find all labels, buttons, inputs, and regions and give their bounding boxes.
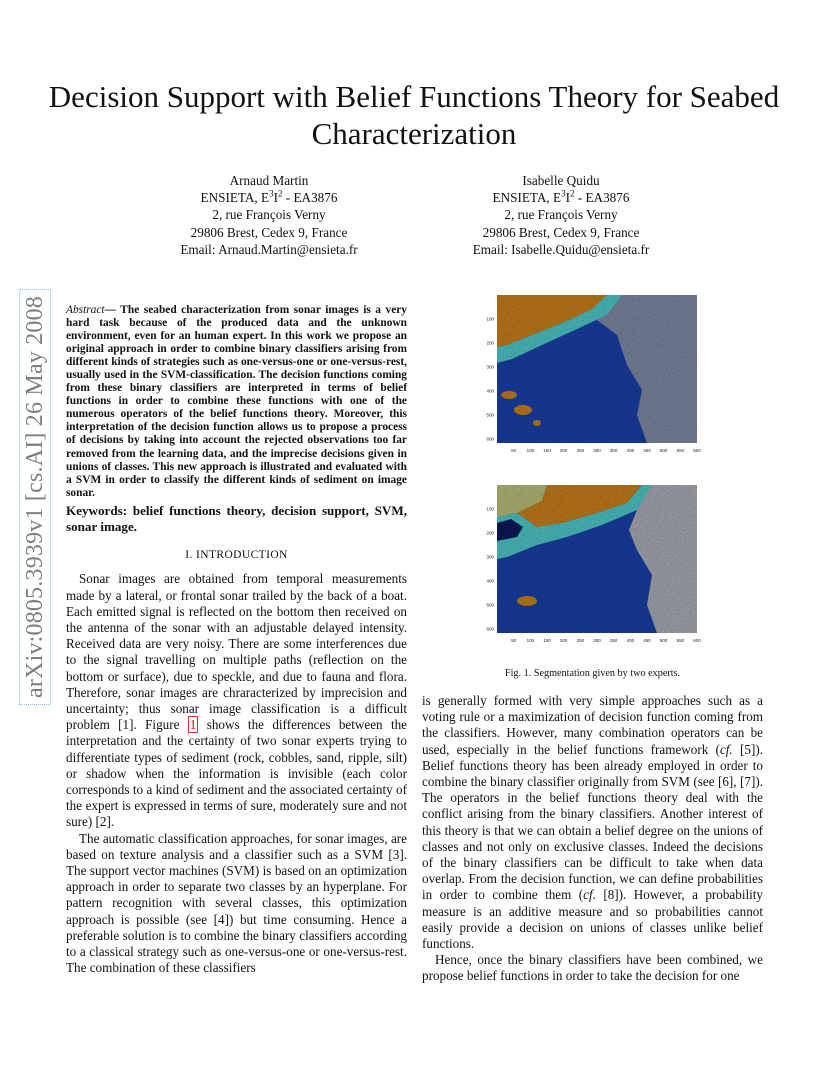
x-tick-label: 600 xyxy=(693,638,701,643)
x-tick-label: 350 xyxy=(609,638,618,643)
section-heading: I. INTRODUCTION xyxy=(185,549,288,562)
y-tick-label: 200 xyxy=(486,530,494,536)
figure-link[interactable]: 1 xyxy=(189,717,197,733)
intro-paragraph-3: is generally formed with very simple approaches such as a voting rule or a maximization of decision function coming from the classifiers. However, many combination operators can be used, especially in the belief functions framework (cf. [5]). Belief functions theory has been already employed in order to combine the binary classifier originally from SVM (see [6], [7]). The operators in the belief functions theory deal with the conflict arising from the binary classifiers. Another interest of this theory is that we can obtain a belief degree on the unions of classes and not only on exclusive classes. Indeed the decisions of the binary classifiers can be difficult to take when data overlap. From the decision function, we can define probabilities in order to combine them (cf. [8]). However, a probability measure is an additive measure and so probabilities cannot easily provide a decision on unions of classes unlike belief functions. xyxy=(422,693,763,952)
author-email: Email: Arnaud.Martin@ensieta.fr xyxy=(180,241,358,257)
y-tick-label: 500 xyxy=(486,602,494,608)
x-tick-label: 600 xyxy=(693,448,701,453)
abstract-label: Abstract xyxy=(66,304,105,316)
intro-paragraph-2: The automatic classification approaches, for sonar images, are based on texture analysis and a classifier such as a SVM [3]. The support vector machines (SVM) is based on an optimization approach in order to separate two classes by an hyperplane. For pattern recognition with several classes, this optimization approach is possible (see [4]) but time consuming. Hence a preferable solution is to combine the binary classifiers according to a classical strategy such as one-versus-one or one-versus-rest. The combination of these classifiers xyxy=(66,830,407,976)
author-street: 2, rue François Verny xyxy=(212,207,326,223)
x-axis-ticks xyxy=(511,638,701,643)
x-tick-label: 250 xyxy=(576,448,585,453)
paper-title: Decision Support with Belief Functions Theory for Seabed Characterization xyxy=(48,79,780,151)
x-axis-ticks xyxy=(511,448,701,453)
y-tick-label: 200 xyxy=(486,340,494,346)
sonar-map xyxy=(497,485,697,633)
intro-paragraph-1: Sonar images are obtained from temporal measurements made by a lateral, or frontal sonar trailed by the back of a boat. Each emitted signal is reflected on the bottom then received on the antenna of the sonar with an adjustable delayed intensity. Received data are very noisy. There are some interferences due to the signal travelling on multiple paths (reflection on the bottom or surface), due to speckle, and due to fauna and flora. Therefore, sonar images are chraracterized by imprecision and uncertainty; thus sonar image classification is a difficult problem [1]. Figure 1 shows the differences between the interpretation and the certainty of two sonar experts trying to differentiate types of sediment (rock, cobbles, sand, ripple, silt) or shadow when the information is invisible (each color corresponds to a kind of sediment and the associated certainty of the expert is expressed in terms of sure, moderately sure and not sure) [2]. xyxy=(66,571,408,830)
x-tick-label: 400 xyxy=(626,638,635,643)
x-tick-label: 150 xyxy=(543,638,551,643)
x-tick-label: 100 xyxy=(526,638,535,643)
keywords: Keywords: belief functions theory, decision support, SVM, sonar image. xyxy=(66,502,407,534)
x-tick-label: 300 xyxy=(593,638,601,643)
y-tick-label: 600 xyxy=(486,626,494,632)
sonar-map xyxy=(497,295,697,443)
y-tick-label: 600 xyxy=(486,436,494,442)
y-axis-ticks xyxy=(486,507,494,632)
x-tick-label: 100 xyxy=(526,448,535,453)
abstract xyxy=(66,304,407,500)
author-affiliation: ENSIETA, $E^3I^2 - EA3876$ xyxy=(200,188,338,206)
author-affiliation: ENSIETA, $E^3I^2 - EA3876$ xyxy=(492,188,630,206)
author-block-1 xyxy=(124,172,414,258)
arxiv-stamp xyxy=(20,262,50,732)
y-tick-label: 400 xyxy=(486,578,494,584)
x-tick-label: 200 xyxy=(559,638,568,643)
y-tick-label: 400 xyxy=(486,388,494,394)
y-tick-label: 100 xyxy=(486,506,494,512)
figure-expert-2 xyxy=(475,482,715,654)
x-tick-label: 450 xyxy=(643,638,651,643)
x-tick-label: 350 xyxy=(609,448,618,453)
x-tick-label: 450 xyxy=(643,448,651,453)
x-tick-label: 500 xyxy=(659,638,668,643)
x-tick-label: 500 xyxy=(659,448,668,453)
y-tick-label: 300 xyxy=(486,364,494,370)
author-name: Isabelle Quidu xyxy=(522,173,600,188)
right-column xyxy=(422,693,763,985)
author-block-2 xyxy=(416,172,706,258)
x-tick-label: 300 xyxy=(593,448,601,453)
x-tick-label: 50 xyxy=(511,638,517,643)
y-tick-label: 300 xyxy=(486,554,494,560)
author-city: 29806 Brest, Cedex 9, France xyxy=(482,224,640,240)
y-axis-ticks xyxy=(486,317,494,442)
left-column xyxy=(66,304,407,976)
author-city: 29806 Brest, Cedex 9, France xyxy=(190,224,348,240)
x-tick-label: 250 xyxy=(576,638,585,643)
x-tick-label: 200 xyxy=(559,448,568,453)
author-street: 2, rue François Verny xyxy=(504,207,618,223)
arxiv-stamp-text: arXiv:0805.3939v1 [cs.AI] 26 May 2008 xyxy=(19,289,51,705)
x-tick-label: 550 xyxy=(676,638,685,643)
author-email: Email: Isabelle.Quidu@ensieta.fr xyxy=(472,241,650,257)
author-name: Arnaud Martin xyxy=(229,173,309,188)
figure-caption: Fig. 1. Segmentation given by two experts. xyxy=(504,668,681,679)
y-tick-label: 500 xyxy=(486,412,494,418)
x-tick-label: 50 xyxy=(511,448,517,453)
figure-expert-1 xyxy=(475,292,715,464)
abstract-text: — The seabed characterization from sonar images is a very hard task because of the produced data and the unknown environment, even for an human expert. In this work we propose an original approach in order to combine binary classifiers arising from different kinds of strategies such as one-versus-one or one-versus-rest, usually used in the SVM-classification. The decision functions coming from these binary classifiers are interpreted in terms of belief functions in order to combine these functions with one of the numerous operators of the belief functions theory. Moreover, this interpretation of the decision function allows us to propose a process of decisions by taking into account the rejected observations too far removed from the learning data, and the imprecise decisions given in unions of classes. This new approach is illustrated and evaluated with a SVM in order to classify the different kinds of sediment on image sonar. xyxy=(66,304,407,499)
intro-paragraph-4: Hence, once the binary classifiers have been combined, we propose belief functions in order to take the decision for one xyxy=(422,952,763,984)
x-tick-label: 150 xyxy=(543,448,551,453)
x-tick-label: 400 xyxy=(626,448,635,453)
x-tick-label: 550 xyxy=(676,448,685,453)
y-tick-label: 100 xyxy=(486,316,494,322)
